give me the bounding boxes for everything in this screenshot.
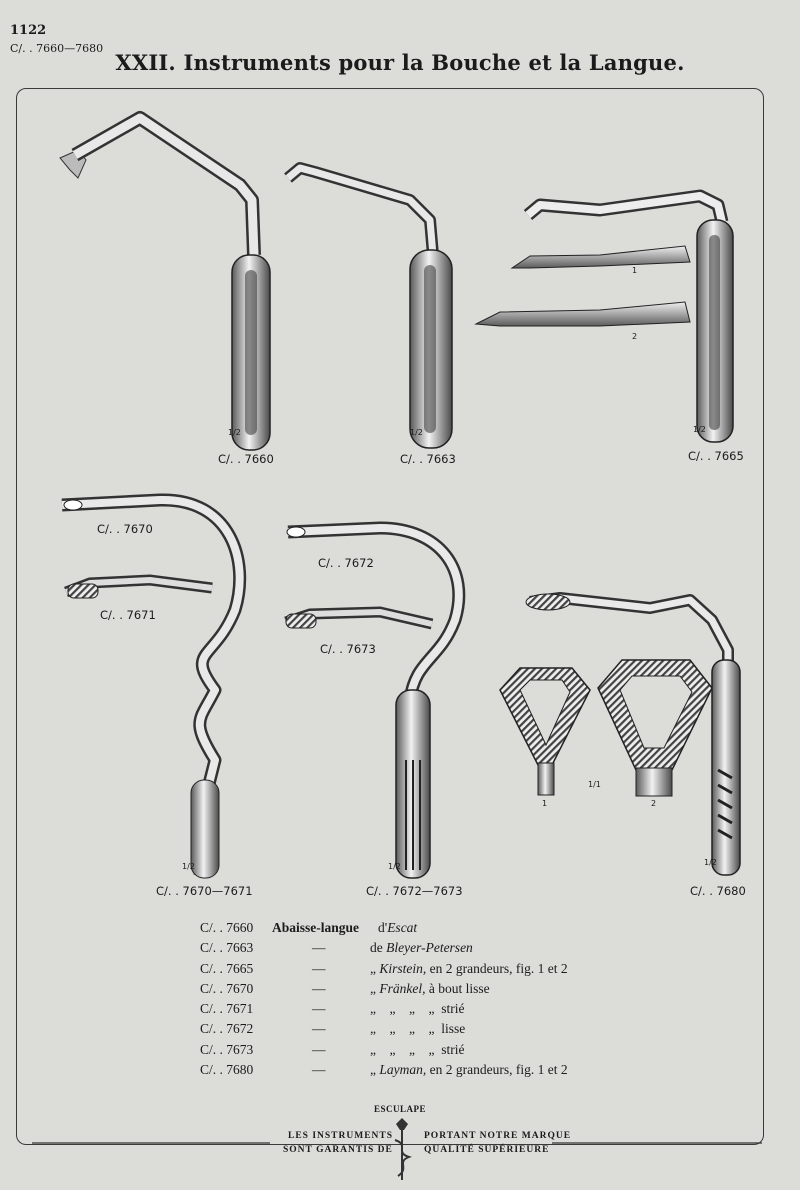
- guarantee-line1-left: LES INSTRUMENTS: [288, 1131, 394, 1141]
- figure-caption: C/. . 7680: [690, 884, 746, 898]
- scale-mark: 1/2: [704, 858, 717, 867]
- fig-number: 2: [632, 332, 638, 341]
- legend-row: C/. . 7665 — „ Kirstein, en 2 grandeurs, fig. 1 et 2: [200, 960, 568, 976]
- catalog-range: C/. . 7660—7680: [10, 42, 104, 55]
- brand-name: ESCULAPE: [373, 1104, 426, 1114]
- scale-mark: 1/2: [410, 428, 423, 437]
- figure-caption: C/. . 7663: [400, 452, 456, 466]
- figure-label: C/. . 7672: [318, 556, 374, 570]
- figure-label: C/. . 7673: [320, 642, 376, 656]
- page-title: XXII. Instruments pour la Bouche et la Langue.: [115, 50, 685, 75]
- scale-mark: 1/2: [182, 862, 195, 871]
- figure-caption: C/. . 7672—7673: [366, 884, 463, 898]
- fig-number: 1: [542, 799, 548, 808]
- guarantee-line1-right: PORTANT NOTRE MARQUE: [424, 1131, 572, 1141]
- figure-caption: C/. . 7660: [218, 452, 274, 466]
- scale-mark: 1/2: [693, 425, 706, 434]
- legend-row: C/. . 7673 — „ „ „ „ strié: [200, 1041, 465, 1057]
- figure-caption: C/. . 7665: [688, 449, 744, 463]
- legend-row: C/. . 7671 — „ „ „ „ strié: [200, 1001, 465, 1017]
- fig-number: 2: [651, 799, 657, 808]
- figure-caption: C/. . 7670—7671: [156, 884, 253, 898]
- figure-label: C/. . 7671: [100, 608, 156, 622]
- page-number: 1122: [10, 23, 47, 38]
- guarantee-line2-right: QUALITÉ SUPÉRIEURE: [424, 1145, 550, 1155]
- guarantee-line2-left: SONT GARANTIS DE: [283, 1145, 393, 1155]
- legend-row: C/. . 7663 — de Bleyer-Petersen: [200, 940, 473, 956]
- legend-row: C/. . 7680 — „ Layman, en 2 grandeurs, fig. 1 et 2: [200, 1062, 568, 1078]
- figure-label: C/. . 7670: [97, 522, 153, 536]
- legend-row: C/. . 7660 Abaisse-langue d'Escat: [200, 920, 418, 935]
- scale-mark: 1/2: [388, 862, 401, 871]
- scale-mark: 1/1: [588, 780, 601, 789]
- legend-row: C/. . 7670 — „ Fränkel, à bout lisse: [200, 980, 490, 996]
- fig-number: 1: [632, 266, 638, 275]
- scale-mark: 1/2: [228, 428, 241, 437]
- legend-row: C/. . 7672 — „ „ „ „ lisse: [200, 1021, 466, 1037]
